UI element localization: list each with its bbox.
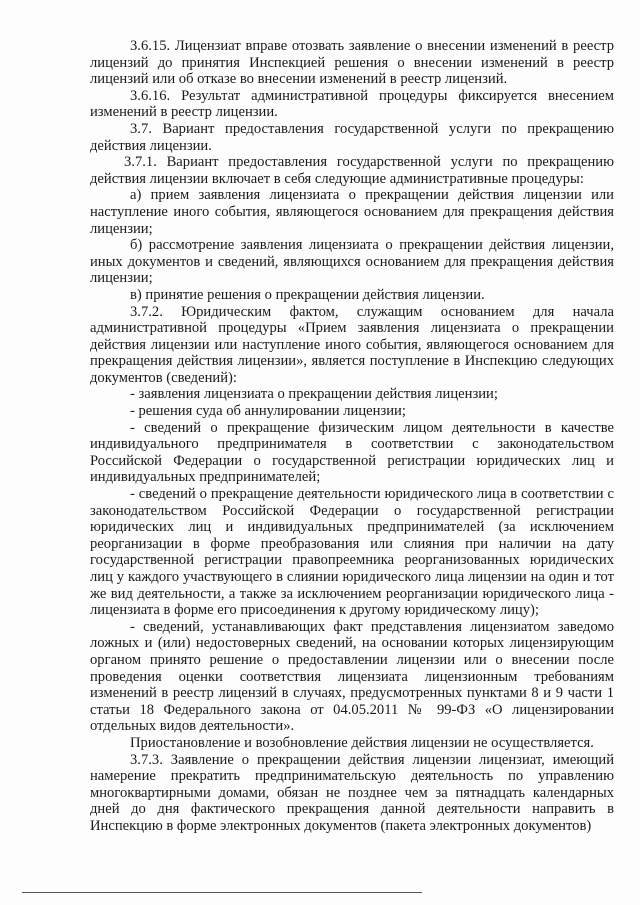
list-item-a: а) прием заявления лицензиата о прекращении действия лицензии или наступление иного события, являющегося основанием для прекращения действия лицензии; <box>90 187 614 237</box>
list-item-b: б) рассмотрение заявления лицензиата о прекращении действия лицензии, иных документов и сведений, являющихся основанием для прекращения действия лицензии; <box>90 237 614 287</box>
dash-item-legal-entity: - сведений о прекращение деятельности юридического лица в соответствии с законодательством Российской Федерации о государственной регистрации юридических лиц и индивидуальных предпринимателей (за исключением реорганизации в форме преобразования или слияния при наличии на дату государственной регистрации правопреемника реорганизованных юридических лиц у каждого участвующего в слиянии юридического лица лицензии на один и тот же вид деятельности, а также за исключением реорганизации юридического лица - лицензиата в форме его присоединения к другому юридическому лицу); <box>90 486 614 619</box>
footer-divider <box>22 892 422 893</box>
dash-item-application: - заявления лицензиата о прекращении действия лицензии; <box>130 386 498 403</box>
paragraph-3-6-15: 3.6.15. Лицензиат вправе отозвать заявление о внесении изменений в реестр лицензий до принятия Инспекцией решения о внесении изменений в реестр лицензий или об отказе во внесении изменений в реестр лицензий. <box>90 38 614 88</box>
list-item-v: в) принятие решения о прекращении действия лицензии. <box>130 286 485 303</box>
paragraph-3-7: 3.7. Вариант предоставления государственной услуги по прекращению действия лицензии. <box>90 120 614 154</box>
dash-item-false-information: - сведений, устанавливающих факт представления лицензиатом заведомо ложных и (или) недостоверных сведений, на основании которых лицензирующим органом принято решение о предоставлении лицензии или о внесении после проведения оценки соответствия лицензиата лицензионным требованиям изменений в реестр лицензий в случаях, предусмотренных пунктами 8 и 9 части 1 статьи 18 Федерального закона от 04.05.2011 № 99-ФЗ «О лицензировании отдельных видов деятельности». <box>90 618 614 735</box>
paragraph-3-7-3: 3.7.3. Заявление о прекращении действия лицензии лицензиат, имеющий намерение прекратить предпринимательскую деятельность по управлению многоквартирными домами, обязан не позднее чем за пятнадцать календарных дней до дня фактического прекращения данной деятельности направить в Инспекцию в форме электронных документов (пакета электронных документов) <box>90 751 614 834</box>
paragraph-suspension-note: Приостановление и возобновление действия лицензии не осуществляется. <box>130 734 594 751</box>
paragraph-3-7-1: 3.7.1. Вариант предоставления государственной услуги по прекращению действия лицензии включает в себя следующие административные процедуры: <box>90 154 614 187</box>
paragraph-3-7-2: 3.7.2. Юридическим фактом, служащим основанием для начала административной процедуры «Прием заявления лицензиата о прекращении действия лицензии или наступление иного события, являющегося основанием для прекращения действия лицензии», является поступление в Инспекцию следующих документов (сведений): <box>90 303 614 386</box>
dash-item-individual-entrepreneur: - сведений о прекращение физическим лицом деятельности в качестве индивидуального предпринимателя в соответствии с законодательством Российской Федерации о государственной регистрации юридических лиц и индивидуальных предпринимателей; <box>90 419 614 486</box>
document-body <box>90 38 614 835</box>
paragraph-3-6-16: 3.6.16. Результат административной процедуры фиксируется внесением изменений в реестр лицензии. <box>90 87 614 121</box>
dash-item-court-decision: - решения суда об аннулировании лицензии; <box>130 403 406 420</box>
